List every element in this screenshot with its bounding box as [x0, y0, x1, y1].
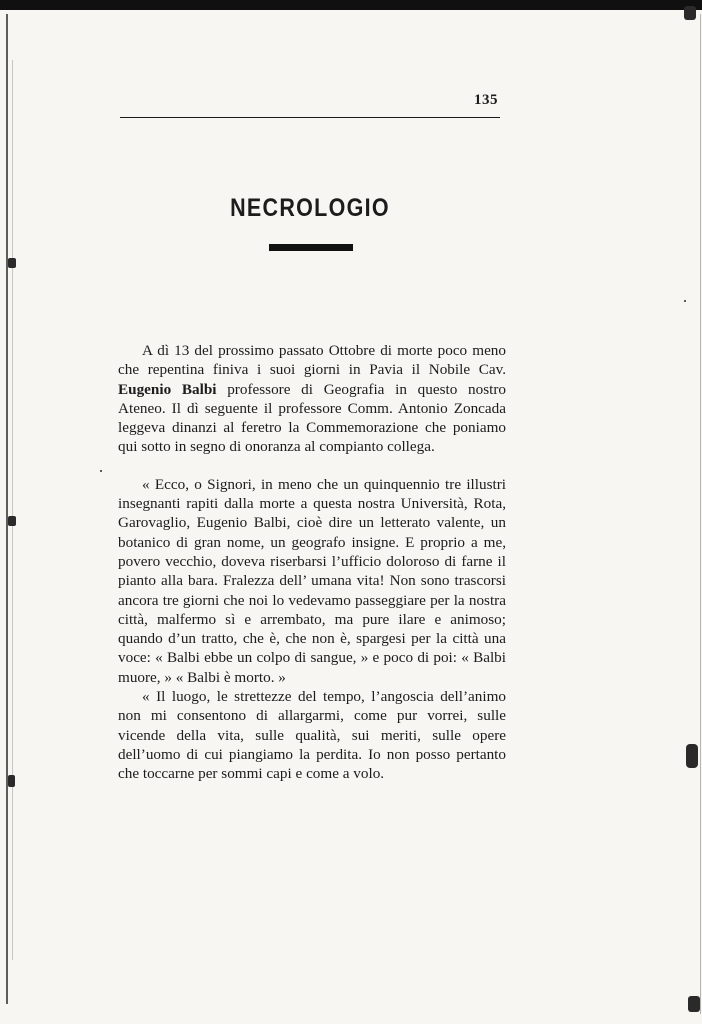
scan-speck: [100, 470, 102, 472]
page-title: NECROLOGIO: [230, 194, 390, 222]
person-name: Eugenio Balbi: [118, 380, 217, 398]
scan-speck: [8, 258, 16, 268]
scan-speck: [8, 516, 16, 526]
title-underline-bar: [269, 244, 353, 251]
scan-speck: [8, 775, 15, 787]
scan-left-edge: [6, 14, 8, 1004]
article-body: [118, 341, 506, 784]
header-rule: [120, 117, 500, 118]
intro-text-start: A dì 13 del prossimo passato Ottobre di morte poco meno che repentina finiva i suoi giorni in Pavia il Nobile Cav.: [118, 342, 506, 379]
scan-speck: [686, 744, 698, 768]
scan-speck: [684, 300, 686, 302]
paragraph-intro: [118, 341, 506, 457]
page-number: 135: [474, 92, 498, 108]
paragraph-commemoration-1: « Ecco, o Signori, in meno che un quinquennio tre illustri insegnanti rapiti dalla morte a questa nostra Università, Rota, Garovaglio, Eugenio Balbi, cioè dire un letterato valente, un botanico di gran nome, un geografo insigne. E proprio a me, povero vecchio, doveva riserbarsi l’ufficio doloroso di farne il pianto alla bara. Fralezza dell’ umana vita! Non sono trascorsi ancora tre giorni che noi lo vedevamo passeggiare per la nostra città, malfermo sì e arrembato, ma pure ilare e animoso; quando d’un tratto, che è, che non è, spargesi per la città una voce: « Balbi ebbe un colpo di sangue, » e poco di poi: « Balbi muore, » « Balbi è morto. »: [118, 475, 506, 686]
scan-right-edge: [700, 14, 701, 1014]
scan-left-shadow: [12, 60, 13, 960]
scan-top-border: [0, 0, 702, 10]
intro-text-end: professore di Geografia in questo nostro Ateneo. Il dì seguente il professore Comm. Antonio Zoncada leggeva dinanzi al feretro la Commemorazione che poniamo qui sotto in segno di onoranza al compianto collega.: [118, 380, 507, 456]
scan-speck: [688, 996, 700, 1012]
scan-speck: [684, 6, 696, 20]
paragraph-commemoration-2: « Il luogo, le strettezze del tempo, l’angoscia dell’animo non mi consentono di allargarmi, come pur vorrei, sulle vicende della vita, sulle qualità, sui meriti, sulle opere dell’uomo di cui piangiamo la perdita. Io non posso pertanto che toccarne per sommi capi e come a volo.: [118, 688, 506, 783]
